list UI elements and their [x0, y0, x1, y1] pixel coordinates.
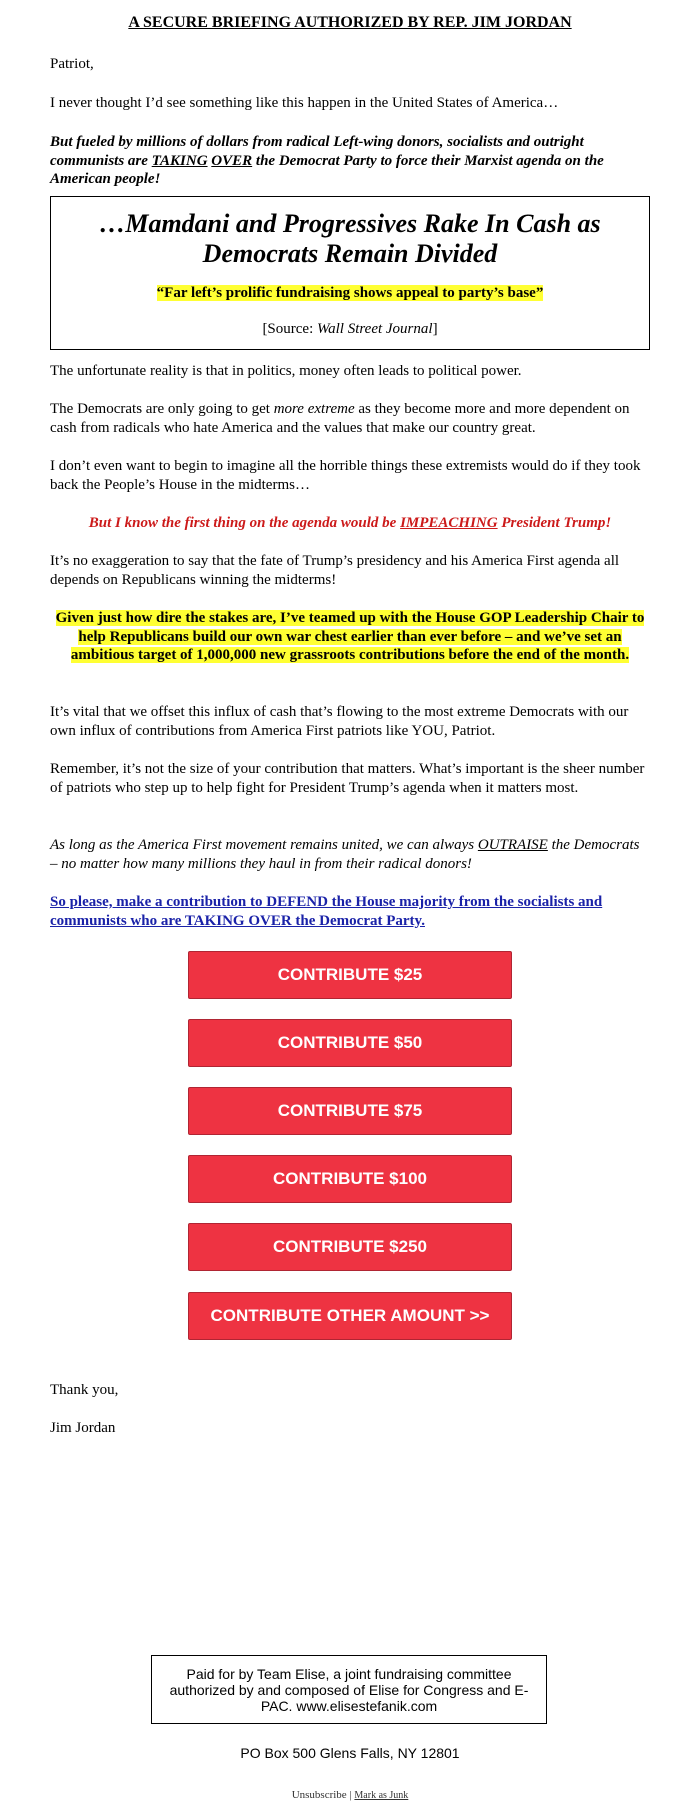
headline-source: [50, 321, 650, 338]
salutation: Patriot,: [50, 56, 94, 72]
source-prefix: [Source:: [262, 321, 318, 337]
paid-for-disclaimer: Paid for by Team Elise, a joint fundraising committee authorized by and composed of Elise for Congress and E-PAC. www.elisestefanik.com: [151, 1655, 547, 1724]
contribute-link[interactable]: So please, make a contribution to DEFEND the House majority from the socialists and communists who are TAKING OVER the Democrat Party.: [50, 894, 603, 929]
democrats-paragraph: [50, 400, 650, 437]
remember-paragraph: Remember, it’s not the size of your contribution that matters. What’s important is the sheer number of patriots who step up to help fight for President Trump’s agenda when it matters most.: [50, 761, 645, 796]
united-text-end: the Democrats – no matter how many millions they haul in from their radical donors!: [50, 837, 640, 872]
democrats-emphasis: more extreme: [273, 401, 355, 417]
warning-paragraph: [50, 133, 650, 189]
money-power-paragraph: The unfortunate reality is that in politics, money often leads to political power.: [50, 363, 522, 379]
united-underline: OUTRAISE: [477, 837, 548, 853]
contribute-other-button[interactable]: CONTRIBUTE OTHER AMOUNT >>: [188, 1292, 512, 1340]
warning-text-end: the Democrat Party to force their Marxist agenda on the American people!: [50, 152, 604, 187]
contribute-50-button[interactable]: CONTRIBUTE $50: [188, 1019, 512, 1067]
unsubscribe-row: [50, 1789, 650, 1801]
cta-paragraph: [50, 893, 650, 930]
briefing-header: A SECURE BRIEFING AUTHORIZED BY REP. JIM JORDAN: [128, 14, 572, 31]
source-suffix: ]: [432, 321, 438, 337]
impeach-warning: [50, 514, 650, 533]
contribute-25-button[interactable]: CONTRIBUTE $25: [188, 951, 512, 999]
warning-underline-taking: TAKING: [151, 152, 208, 169]
mailing-address: PO Box 500 Glens Falls, NY 12801: [240, 1745, 460, 1761]
intro-paragraph: I never thought I’d see something like this happen in the United States of America…: [50, 95, 559, 111]
contribute-100-button[interactable]: CONTRIBUTE $100: [188, 1155, 512, 1203]
fate-paragraph: It’s no exaggeration to say that the fate of Trump’s presidency and his America First agenda all depends on Republicans winning the midterms!: [50, 553, 620, 588]
impeach-underline: IMPEACHING: [400, 515, 498, 531]
impeach-text-end: President Trump!: [497, 515, 612, 531]
contribute-250-button[interactable]: CONTRIBUTE $250: [188, 1223, 512, 1271]
closing: Thank you,: [50, 1382, 119, 1398]
unsubscribe-link[interactable]: Unsubscribe: [291, 1789, 347, 1801]
democrats-text-start: The Democrats are only going to get: [50, 401, 274, 417]
warning-text-start: But fueled by millions of dollars from radical Left-wing donors, socialists and outright communists are: [50, 134, 584, 169]
signature: Jim Jordan: [50, 1420, 116, 1436]
headline-quote: “Far left’s prolific fundraising shows appeal to party’s base”: [156, 285, 544, 301]
democrats-text-end: as they become more and more dependent on cash from radicals who hate America and the values that make our country great.: [50, 401, 630, 436]
impeach-text-start: But I know the first thing on the agenda would be: [88, 515, 401, 531]
target-highlight: Given just how dire the stakes are, I’ve teamed up with the House GOP Leadership Chair to help Republicans build our own war chest earlier than ever before – and we’ve set an ambitious target of 1,000,000 new grassroots contributions before the end of the month.: [55, 610, 645, 663]
united-paragraph: [50, 836, 650, 873]
headline-title: …Mamdani and Progressives Rake In Cash as Democrats Remain Divided: [99, 209, 601, 268]
offset-paragraph: It’s vital that we offset this influx of cash that’s flowing to the most extreme Democrats with our own influx of contributions from America First patriots like YOU, Patriot.: [50, 704, 629, 739]
headline-quote-line: [50, 284, 650, 302]
footer-separator: |: [349, 1789, 352, 1801]
source-name: Wall Street Journal: [317, 321, 433, 337]
target-paragraph: [50, 609, 650, 665]
contribute-75-button[interactable]: CONTRIBUTE $75: [188, 1087, 512, 1135]
united-text-start: As long as the America First movement remains united, we can always: [50, 837, 478, 853]
warning-underline-over: OVER: [211, 152, 253, 169]
imagine-paragraph: I don’t even want to begin to imagine all the horrible things these extremists would do if they took back the People’s House in the midterms…: [50, 458, 641, 493]
mark-junk-link[interactable]: Mark as Junk: [354, 1790, 409, 1801]
